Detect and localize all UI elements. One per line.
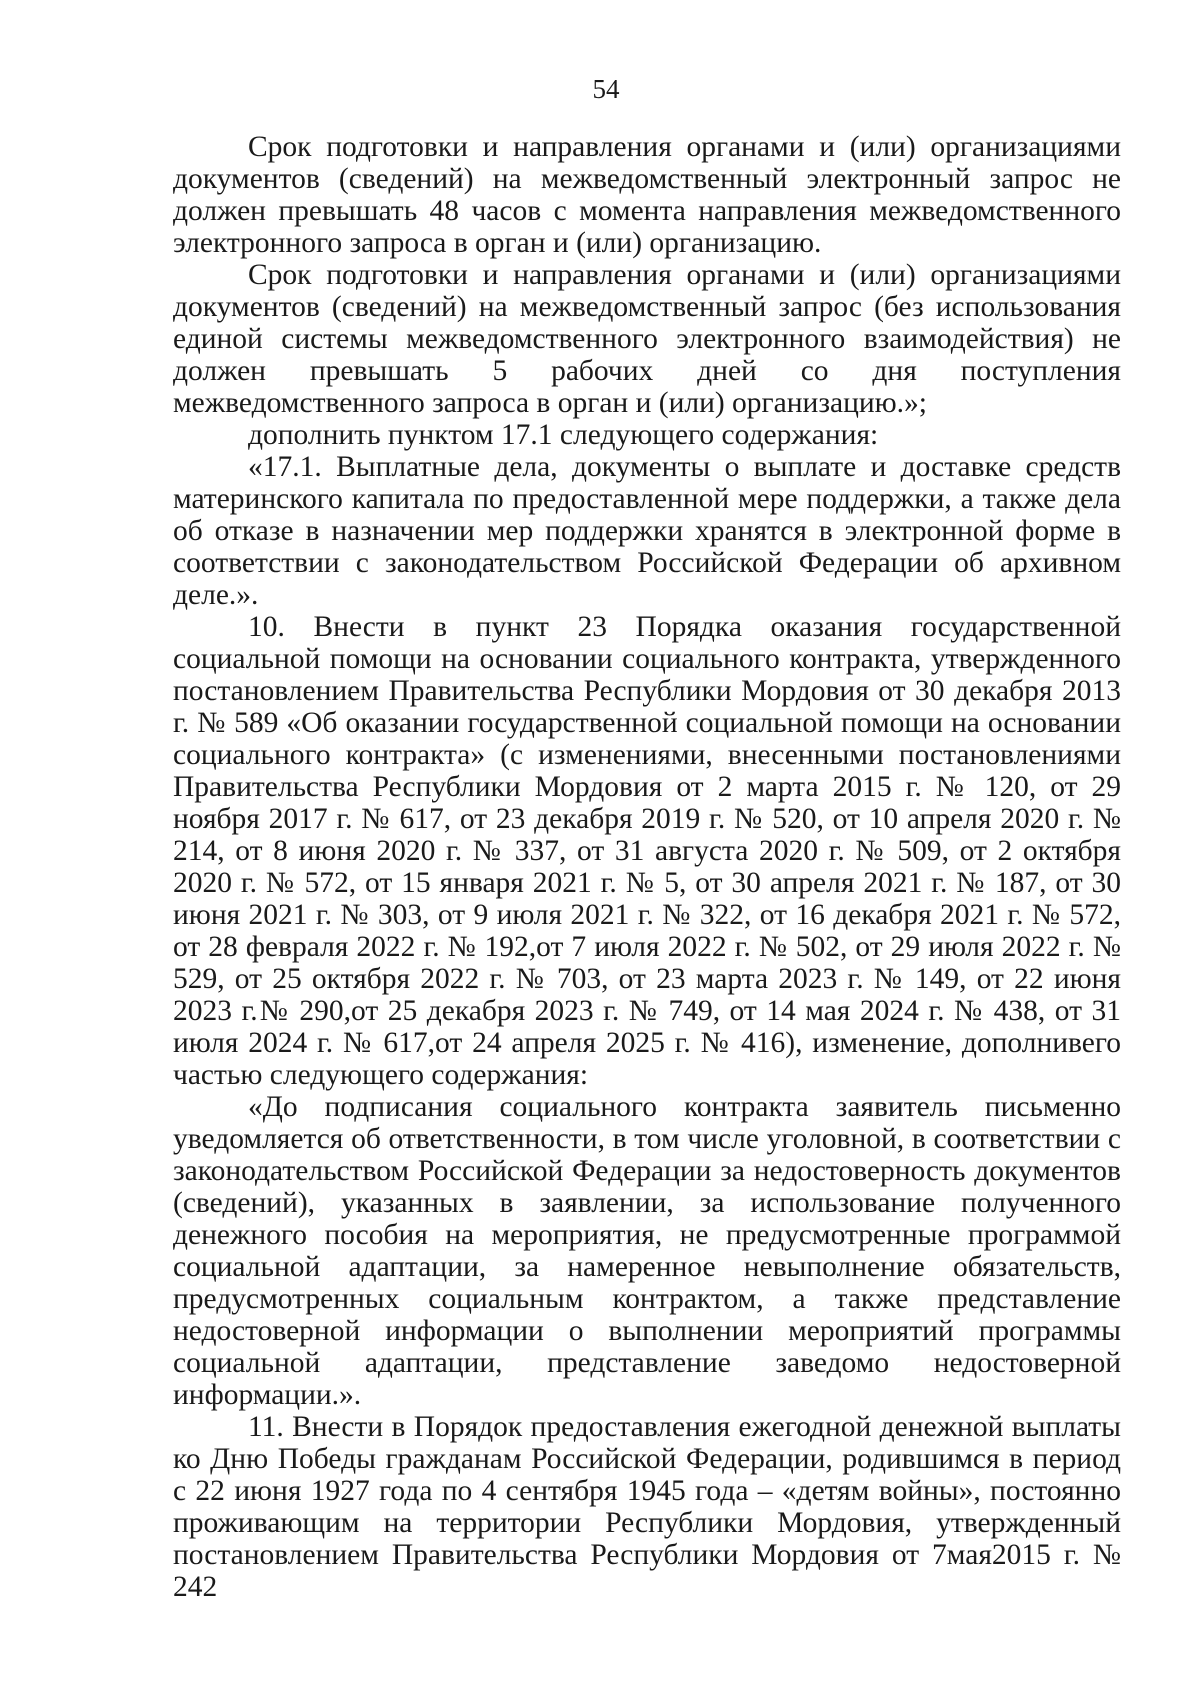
- page-number: 54: [592, 74, 620, 104]
- paragraph-item-11: 11. Внести в Порядок предоставления ежегодной денежной выплаты ко Дню Победы гражданам Российской Федерации, родившимся в период с 22 июня 1927 года по 4 сентября 1945 года – «детям войны», постоянно проживающим на территории Республики Мордовия, утвержденный постановлением Правительства Республики Мордовия от 7мая2015 г. № 242: [173, 1411, 1121, 1603]
- paragraph-add-clause-17-1: дополнить пунктом 17.1 следующего содержания:: [248, 419, 879, 451]
- paragraph-clause-17-1: «17.1. Выплатные дела, документы о выплате и доставке средств материнского капитала по предоставленной мере поддержки, а также дела об отказе в назначении мер поддержки хранятся в электронной форме в соответствии с законодательством Российской Федерации об архивном деле.».: [173, 451, 1121, 611]
- paragraph-request-deadline-paper: Срок подготовки и направления органами и (или) организациями документов (сведений) на межведомственный запрос (без использования единой системы межведомственного электронного взаимодействия) не должен превышать 5 рабочих дней со дня поступления межведомственного запроса в орган и (или) организацию.»;: [173, 259, 1121, 419]
- paragraph-contract-notice: «До подписания социального контракта заявитель письменно уведомляется об ответственности, в том числе уголовной, в соответствии с законодательством Российской Федерации за недостоверность документов (сведений), указанных в заявлении, за использование полученного денежного пособия на мероприятия, не предусмотренные программой социальной адаптации, за намеренное невыполнение обязательств, предусмотренных социальным контрактом, а также представление недостоверной информации о выполнении мероприятий программы социальной адаптации, представление заведомо недостоверной информации.».: [173, 1091, 1121, 1411]
- paragraph-item-10: 10. Внести в пункт 23 Порядка оказания государственной социальной помощи на основании социального контракта, утвержденного постановлением Правительства Республики Мордовия от 30 декабря 2013 г. № 589 «Об оказании государственной социальной помощи на основании социального контракта» (с изменениями, внесенными постановлениями Правительства Республики Мордовия от 2 марта 2015 г. № 120, от 29 ноября 2017 г. № 617, от 23 декабря 2019 г. № 520, от 10 апреля 2020 г. № 214, от 8 июня 2020 г. № 337, от 31 августа 2020 г. № 509, от 2 октября 2020 г. № 572, от 15 января 2021 г. № 5, от 30 апреля 2021 г. № 187, от 30 июня 2021 г. № 303, от 9 июля 2021 г. № 322, от 16 декабря 2021 г. № 572, от 28 февраля 2022 г. № 192,от 7 июля 2022 г. № 502, от 29 июля 2022 г. № 529, от 25 октября 2022 г. № 703, от 23 марта 2023 г. № 149, от 22 июня 2023 г.№ 290,от 25 декабря 2023 г. № 749, от 14 мая 2024 г. № 438, от 31 июля 2024 г. № 617,от 24 апреля 2025 г. № 416), изменение, дополнивего частью следующего содержания:: [173, 611, 1121, 1091]
- document-body: [173, 131, 1121, 1603]
- paragraph-request-deadline-electronic: Срок подготовки и направления органами и (или) организациями документов (сведений) на межведомственный электронный запрос не должен превышать 48 часов с момента направления межведомственного электронного запроса в орган и (или) организацию.: [173, 131, 1121, 259]
